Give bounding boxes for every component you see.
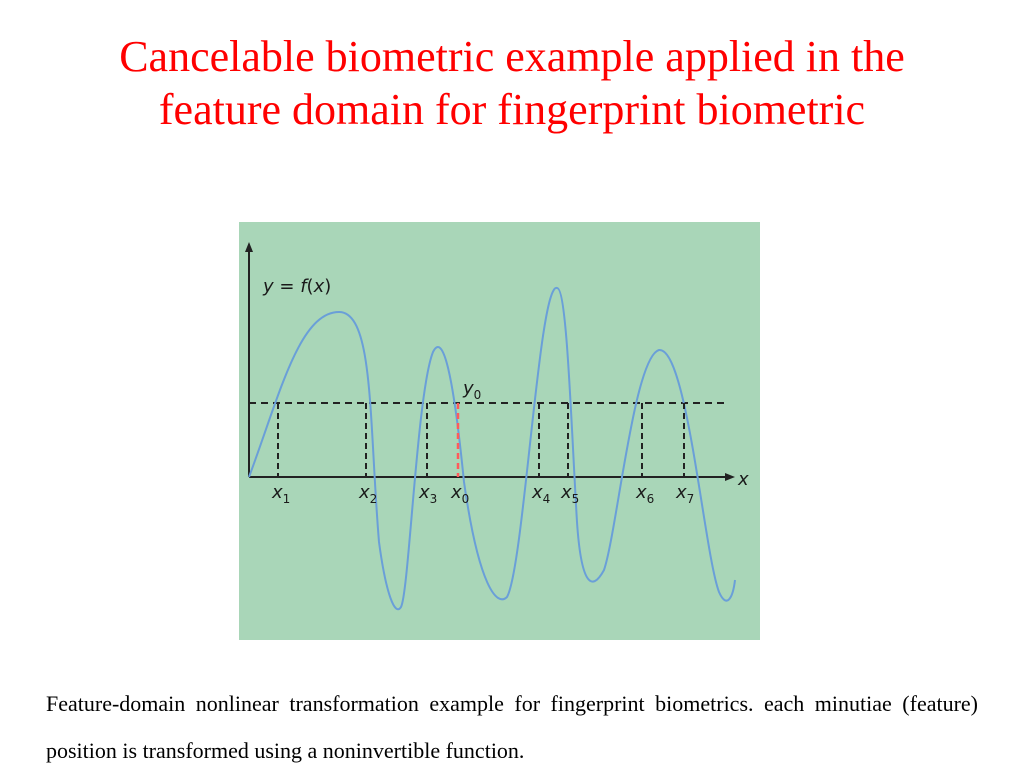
function-label: y = f(x) [263, 276, 332, 297]
slide-title [40, 30, 984, 136]
point-label-x3: $x_3$ [419, 482, 438, 506]
y0-label: $y_0$ [463, 378, 482, 402]
figure-caption: Feature-domain nonlinear transformation example for fingerprint biometrics. each minutiae (feature) position is transformed using a noninvertible function. [46, 691, 978, 763]
point-label-x2: $x_2$ [359, 482, 378, 506]
point-label-x0: $x_0$ [451, 482, 470, 506]
slide-title-line-2: feature domain for fingerprint biometric [158, 85, 866, 134]
slide-title-line-1: Cancelable biometric example applied in the [119, 32, 905, 81]
point-label-x4: $x_4$ [532, 482, 551, 506]
point-label-x6: $x_6$ [636, 482, 655, 506]
x-axis-label: x [738, 469, 749, 490]
function-plot [239, 222, 760, 640]
function-plot-figure [239, 222, 760, 640]
point-label-x5: $x_5$ [561, 482, 580, 506]
point-label-x7: $x_7$ [676, 482, 695, 506]
point-label-x1: $x_1$ [272, 482, 291, 506]
